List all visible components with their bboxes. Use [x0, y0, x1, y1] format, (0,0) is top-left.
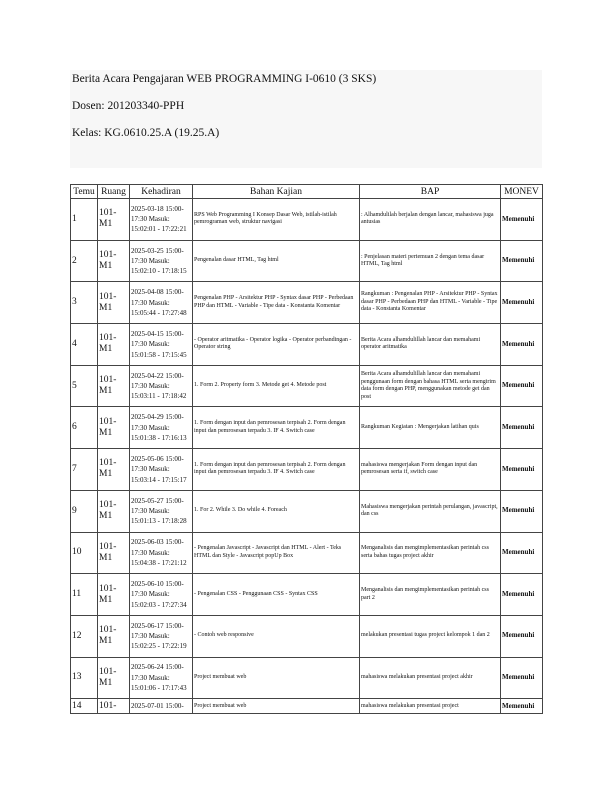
cell-bap: melakukan presentasi tugas project kelompok 1 dan 2: [360, 615, 501, 657]
cell-bap: Rangkuman Kegiatan : Mengerjakan latihan quis: [360, 407, 501, 449]
table-row: [71, 615, 543, 657]
cell-ruang: 101-M1: [98, 365, 130, 407]
cell-bap: Berita Acara alhamdulillah lancar dan memahami operator aritmatika: [360, 324, 501, 366]
cell-kehadiran: 2025-03-25 15:00-17:30 Masuk: 15:02:10 - 17:18:15: [130, 240, 193, 282]
cell-bahan-kajian: - Pengenalan Javascript - Javascript dan HTML - Alert - Teks HTML dan Style - Javascript popUp Box: [193, 532, 360, 574]
cell-temu: 10: [71, 532, 98, 574]
cell-monev: Memenuhi: [501, 490, 543, 532]
table-row: [71, 407, 543, 449]
cell-monev: Memenuhi: [501, 699, 543, 714]
cell-temu: 3: [71, 282, 98, 324]
cell-temu: 1: [71, 199, 98, 241]
column-header-bap: BAP: [360, 185, 501, 199]
cell-bahan-kajian: - Contoh web responsive: [193, 615, 360, 657]
document-header: [70, 70, 542, 168]
class-line: Kelas: KG.0610.25.A (19.25.A): [72, 127, 220, 139]
cell-bahan-kajian: - Operator aritmatika - Operator logika - Operator perbandingan - Operator string: [193, 324, 360, 366]
document-title: Berita Acara Pengajaran WEB PROGRAMMING I-0610 (3 SKS): [72, 73, 377, 85]
cell-bahan-kajian: Project membuat web: [193, 657, 360, 699]
column-header-kehadiran: Kehadiran: [130, 185, 193, 199]
table-row: [71, 324, 543, 366]
cell-bahan-kajian: - Pengenalan CSS - Penggunaan CSS - Syntax CSS: [193, 574, 360, 616]
cell-bap: Rangkuman : Pengenalan PHP - Arsitektur PHP - Syntax dasar PHP - Perbedaan PHP dan HTML - Variable - Tipe data - Konstanta Komentar: [360, 282, 501, 324]
cell-kehadiran: 2025-05-27 15:00-17:30 Masuk: 15:01:13 - 17:18:28: [130, 490, 193, 532]
cell-kehadiran: 2025-06-17 15:00-17:30 Masuk: 15:02:25 - 17:22:19: [130, 615, 193, 657]
cell-kehadiran: 2025-05-06 15:00-17:30 Masuk: 15:03:14 - 17:15:17: [130, 449, 193, 491]
cell-temu: 4: [71, 324, 98, 366]
cell-ruang: 101-M1: [98, 490, 130, 532]
attendance-table: [70, 184, 543, 714]
cell-bahan-kajian: Pengenalan PHP - Arsitektur PHP - Syntax dasar PHP - Perbedaan PHP dan HTML - Variable - Tipe data - Konstanta Komentar: [193, 282, 360, 324]
cell-monev: Memenuhi: [501, 282, 543, 324]
table-row: [71, 365, 543, 407]
cell-temu: 2: [71, 240, 98, 282]
cell-kehadiran: 2025-07-01 15:00-: [130, 699, 193, 714]
cell-monev: Memenuhi: [501, 574, 543, 616]
cell-monev: Memenuhi: [501, 449, 543, 491]
table-row: [71, 282, 543, 324]
table-row: [71, 199, 543, 241]
cell-monev: Memenuhi: [501, 199, 543, 241]
table-row: [71, 532, 543, 574]
cell-ruang: 101-M1: [98, 240, 130, 282]
cell-bap: Menganalisis dan mengimplementasikan perintah css serta bahas tugas project akhir: [360, 532, 501, 574]
cell-bap: mahasiswa mengerjakan Form dengan input dan pemrosesan serta if, switch case: [360, 449, 501, 491]
table-row: [71, 449, 543, 491]
cell-bap: : Penjelasan materi pertemuan 2 dengan tema dasar HTML, Tag html: [360, 240, 501, 282]
cell-monev: Memenuhi: [501, 615, 543, 657]
cell-bahan-kajian: 1. Form dengan input dan pemrosesan terpisah 2. Form dengan input dan pemrosesan terpadu 3. IF 4. Switch case: [193, 407, 360, 449]
cell-bap: mahasiswa melakukan presentasi project akhir: [360, 657, 501, 699]
cell-kehadiran: 2025-06-24 15:00-17:30 Masuk: 15:01:06 - 17:17:43: [130, 657, 193, 699]
cell-ruang: 101-M1: [98, 657, 130, 699]
cell-kehadiran: 2025-04-22 15:00-17:30 Masuk: 15:03:11 - 17:18:42: [130, 365, 193, 407]
cell-temu: 13: [71, 657, 98, 699]
cell-temu: 5: [71, 365, 98, 407]
column-header-temu: Temu: [71, 185, 98, 199]
cell-temu: 7: [71, 449, 98, 491]
cell-monev: Memenuhi: [501, 365, 543, 407]
cell-monev: Memenuhi: [501, 407, 543, 449]
lecturer-line: Dosen: 201203340-PPH: [72, 100, 185, 112]
cell-bahan-kajian: 1. Form 2. Property form 3. Metode get 4. Metode post: [193, 365, 360, 407]
cell-bahan-kajian: 1. For 2. While 3. Do while 4. Foreach: [193, 490, 360, 532]
cell-ruang: 101-M1: [98, 282, 130, 324]
column-header-bahan-kajian: Bahan Kajian: [193, 185, 360, 199]
table-row: [71, 699, 543, 714]
cell-monev: Memenuhi: [501, 532, 543, 574]
table-header-row: [71, 185, 543, 199]
table-row: [71, 657, 543, 699]
cell-ruang: 101-M1: [98, 199, 130, 241]
table-row: [71, 574, 543, 616]
cell-ruang: 101-M1: [98, 324, 130, 366]
cell-ruang: 101-M1: [98, 407, 130, 449]
column-header-monev: MONEV: [501, 185, 543, 199]
cell-kehadiran: 2025-04-29 15:00-17:30 Masuk: 15:01:38 - 17:16:13: [130, 407, 193, 449]
cell-ruang: 101-M1: [98, 615, 130, 657]
cell-ruang: 101-: [98, 699, 130, 714]
cell-kehadiran: 2025-03-18 15:00-17:30 Masuk: 15:02:01 - 17:22:21: [130, 199, 193, 241]
cell-bap: Mahasiswa mengerjakan perintah perulangan, javascript, dan css: [360, 490, 501, 532]
cell-bap: : Alhamdulilah berjalan dengan lancar, mahasiswa juga antusias: [360, 199, 501, 241]
cell-monev: Memenuhi: [501, 240, 543, 282]
cell-temu: 14: [71, 699, 98, 714]
column-header-ruang: Ruang: [98, 185, 130, 199]
cell-bap: mahasiswa melakukan presentasi project: [360, 699, 501, 714]
cell-ruang: 101-M1: [98, 574, 130, 616]
cell-bahan-kajian: RPS Web Programming I Konsep Dasar Web, istilah-istilah pemrograman web, struktur navigasi: [193, 199, 360, 241]
cell-monev: Memenuhi: [501, 657, 543, 699]
cell-kehadiran: 2025-04-15 15:00-17:30 Masuk: 15:01:58 - 17:15:45: [130, 324, 193, 366]
cell-bap: Menganalisis dan mengimplementasikan perintah css part 2: [360, 574, 501, 616]
cell-temu: 12: [71, 615, 98, 657]
cell-bahan-kajian: 1. Form dengan input dan pemrosesan terpisah 2. Form dengan input dan pemrosesan terpadu 3. IF 4. Switch case: [193, 449, 360, 491]
cell-temu: 11: [71, 574, 98, 616]
cell-kehadiran: 2025-04-08 15:00-17:30 Masuk: 15:05:44 - 17:27:48: [130, 282, 193, 324]
table-row: [71, 240, 543, 282]
cell-bahan-kajian: Project membuat web: [193, 699, 360, 714]
cell-bap: Berita Acara alhamdulillah lancar dan memahami penggunaan form dengan bahasa HTML serta mengirim data form dengan PHP, menggunakan metode get dan post: [360, 365, 501, 407]
cell-temu: 9: [71, 490, 98, 532]
cell-kehadiran: 2025-06-10 15:00-17:30 Masuk: 15:02:03 - 17:27:34: [130, 574, 193, 616]
cell-temu: 6: [71, 407, 98, 449]
cell-ruang: 101-M1: [98, 532, 130, 574]
table-row: [71, 490, 543, 532]
cell-monev: Memenuhi: [501, 324, 543, 366]
cell-kehadiran: 2025-06-03 15:00-17:30 Masuk: 15:04:38 - 17:21:12: [130, 532, 193, 574]
cell-ruang: 101-M1: [98, 449, 130, 491]
cell-bahan-kajian: Pengenalan dasar HTML, Tag html: [193, 240, 360, 282]
